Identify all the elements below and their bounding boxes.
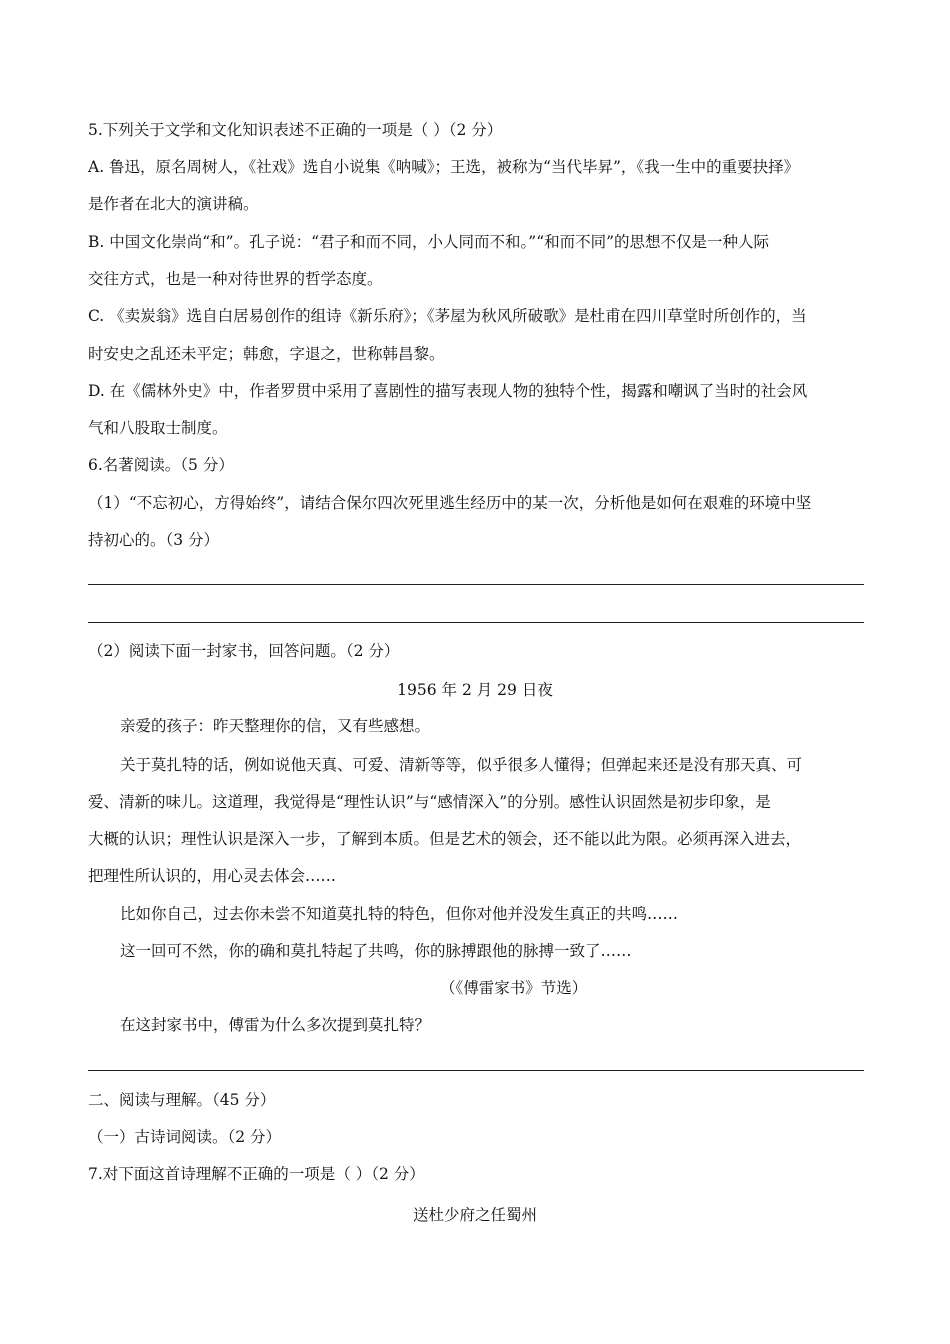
q5-stem: 5.下列关于文学和文化知识表述不正确的一项是（ ）（2 分） bbox=[88, 121, 503, 139]
poem-title: 送杜少府之任蜀州 bbox=[412, 1206, 537, 1224]
letter-paragraph-line: 关于莫扎特的话，例如说他天真、可爱、清新等等，似乎很多人懂得；但弹起来还是没有那天真、可 bbox=[120, 756, 803, 774]
q5-option-b-line2: 交往方式，也是一种对待世界的哲学态度。 bbox=[88, 270, 383, 288]
answer-line[interactable] bbox=[88, 622, 864, 623]
letter-paragraph-line: 把理性所认识的，用心灵去体会…… bbox=[88, 867, 337, 885]
answer-line[interactable] bbox=[88, 1070, 864, 1071]
section2-sub1: （一）古诗词阅读。（2 分） bbox=[88, 1128, 282, 1146]
letter-greeting: 亲爱的孩子：昨天整理你的信，又有些感想。 bbox=[120, 717, 431, 735]
q5-option-a-line2: 是作者在北大的演讲稿。 bbox=[88, 195, 259, 213]
section2-title: 二、阅读与理解。（45 分） bbox=[88, 1091, 276, 1109]
q7-stem: 7.对下面这首诗理解不正确的一项是（ ）（2 分） bbox=[88, 1165, 425, 1183]
letter-paragraph-line: 爱、清新的味儿。这道理，我觉得是“理性认识”与“感情深入”的分别。感性认识固然是初步印象，是 bbox=[88, 793, 771, 811]
letter-paragraph-line: 大概的认识；理性认识是深入一步，了解到本质。但是艺术的领会，还不能以此为限。必须再深入进去， bbox=[88, 830, 802, 848]
q5-option-d-line2: 气和八股取士制度。 bbox=[88, 419, 228, 437]
letter-source: （《傅雷家书》节选） bbox=[440, 979, 588, 997]
letter-date: 1956 年 2 月 29 日夜 bbox=[397, 681, 553, 699]
letter-paragraph: 这一回可不然，你的确和莫扎特起了共鸣，你的脉搏跟他的脉搏一致了…… bbox=[120, 942, 632, 960]
q6-title: 6.名著阅读。（5 分） bbox=[88, 456, 234, 474]
q6-part1-line1: （1）“不忘初心，方得始终”，请结合保尔四次死里逃生经历中的某一次，分析他是如何在艰难的环境中坚 bbox=[88, 494, 812, 512]
q5-option-c-line2: 时安史之乱还未平定；韩愈，字退之，世称韩昌黎。 bbox=[88, 345, 445, 363]
answer-line[interactable] bbox=[88, 584, 864, 585]
q5-option-d-line1: D. 在《儒林外史》中，作者罗贯中采用了喜剧性的描写表现人物的独特个性，揭露和嘲讽了当时的社会风 bbox=[88, 382, 808, 400]
q5-option-c-line1: C. 《卖炭翁》选自白居易创作的组诗《新乐府》；《茅屋为秋风所破歌》是杜甫在四川草堂时所创作的，当 bbox=[88, 307, 807, 325]
q6-part2: （2）阅读下面一封家书，回答问题。（2 分） bbox=[88, 642, 400, 660]
q6-part2-question: 在这封家书中，傅雷为什么多次提到莫扎特？ bbox=[120, 1016, 431, 1034]
q5-option-a-line1: A. 鲁迅，原名周树人，《社戏》选自小说集《呐喊》；王选，被称为“当代毕昇”，《我一生中的重要抉择》 bbox=[88, 158, 800, 176]
q6-part1-line2: 持初心的。（3 分） bbox=[88, 531, 220, 549]
q5-option-b-line1: B. 中国文化崇尚“和”。孔子说：“君子和而不同，小人同而不和。”“和而不同”的思想不仅是一种人际 bbox=[88, 233, 770, 251]
letter-paragraph: 比如你自己，过去你未尝不知道莫扎特的特色，但你对他并没发生真正的共鸣…… bbox=[120, 905, 679, 923]
